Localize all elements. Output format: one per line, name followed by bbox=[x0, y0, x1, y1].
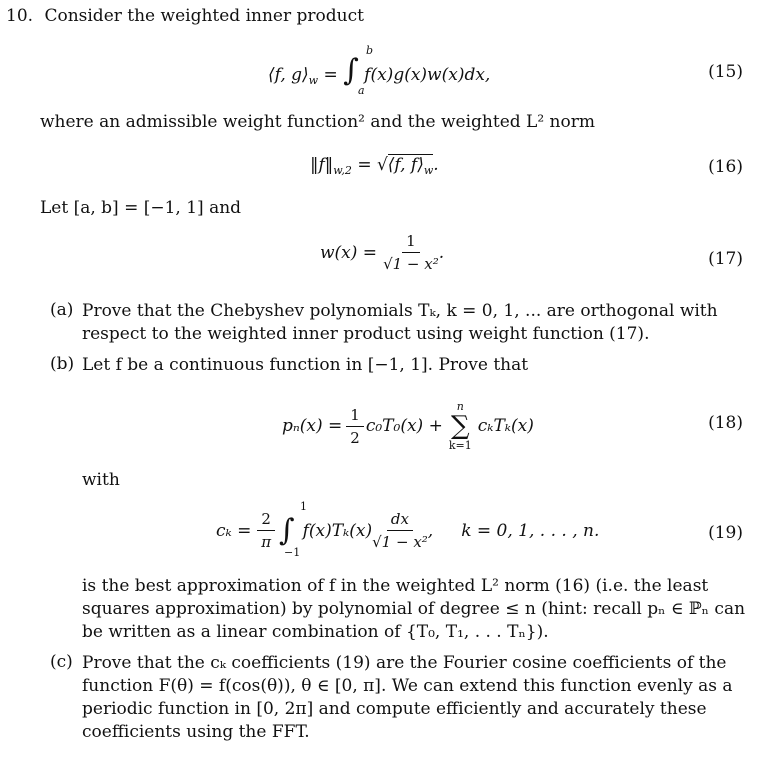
part-a-label: (a) bbox=[50, 300, 74, 320]
integral-sign: ∫ bbox=[278, 512, 295, 548]
problem-intro: Consider the weighted inner product bbox=[44, 6, 364, 26]
eq18-term0: c₀T₀(x) + bbox=[365, 416, 443, 436]
eq16-rhs: ⟨f, f⟩ bbox=[387, 155, 424, 175]
eq18-half bbox=[346, 406, 364, 447]
eq18-half-num: 1 bbox=[346, 406, 364, 427]
weight-norm-text: where an admissible weight function² and the weighted L² norm bbox=[40, 112, 595, 132]
eq15-lhs: ⟨f, g⟩ bbox=[268, 65, 309, 85]
eq17-numerator: 1 bbox=[402, 232, 420, 253]
let-interval-text: Let [a, b] = [−1, 1] and bbox=[40, 198, 242, 218]
eq18-termk: cₖTₖ(x) bbox=[477, 416, 534, 436]
eq15-lhs-sub: w bbox=[308, 74, 319, 87]
with-text: with bbox=[82, 470, 120, 490]
part-c-text: Prove that the cₖ coefficients (19) are the Fourier cosine coefficients of the function F(θ) = f(cos(θ)), θ ∈ [0, π]. We can extend this function evenly as a periodic function in [0, 2π] and compute efficiently and accurately these coefficients using the FFT. bbox=[82, 653, 733, 742]
eq18-sum bbox=[449, 400, 472, 452]
eq18-sum-lower: k=1 bbox=[448, 439, 472, 452]
equation-18 bbox=[282, 400, 534, 452]
problem-number: 10. bbox=[6, 6, 34, 26]
part-b-text: Let f be a continuous function in [−1, 1]. Prove that bbox=[82, 355, 529, 375]
eq16-rhs-sub: w bbox=[423, 164, 434, 177]
integral-sign: ∫ bbox=[343, 53, 359, 88]
eq19-coefficient bbox=[257, 510, 275, 551]
eq16-radicand bbox=[388, 154, 433, 175]
eq15-upper-limit: b bbox=[366, 44, 374, 57]
equation-15 bbox=[268, 53, 491, 88]
eq16-tag: (16) bbox=[708, 157, 743, 177]
sigma-icon: ∑ bbox=[450, 411, 470, 441]
eq16-lhs-sub: w,2 bbox=[333, 164, 352, 177]
eq19-tag: (19) bbox=[708, 523, 743, 543]
equation-16: $‖f‖_{w,2}$ = √⟨f, $f⟩_w$. bbox=[310, 155, 439, 177]
part-b-conclusion: is the best approximation of f in the weighted L² norm (16) (i.e. the least squares approximation) by polynomial of degree ≤ n (hint: recall pₙ ∈ ℙₙ can be written as a linear combination of {T₀, T₁, . . . Tₙ}). bbox=[82, 576, 746, 642]
eq17-tag: (17) bbox=[708, 249, 743, 269]
eq19-upper-limit: 1 bbox=[300, 500, 307, 513]
eq19-lower-limit: −1 bbox=[284, 546, 301, 559]
eq19-dx-den: √1 − x² bbox=[372, 533, 428, 551]
eq18-tag: (18) bbox=[708, 413, 743, 433]
eq19-comma: , bbox=[427, 520, 434, 541]
eq15-tag: (15) bbox=[708, 62, 743, 82]
eq18-sum-upper: n bbox=[456, 400, 464, 413]
eq19-dx-num: dx bbox=[387, 510, 413, 531]
eq17-fraction bbox=[383, 232, 439, 273]
eq16-lhs: ‖f‖ bbox=[310, 155, 334, 175]
eq15-integrand: f(x)g(x)w(x)dx, bbox=[364, 65, 491, 85]
eq17-lhs: w(x) = bbox=[320, 242, 378, 263]
eq17-denominator: √1 − x² bbox=[383, 255, 439, 273]
eq17-period: . bbox=[438, 242, 445, 263]
eq18-lhs: pₙ(x) = bbox=[282, 416, 343, 436]
eq19-dx-fraction bbox=[372, 510, 428, 551]
eq18-half-den: 2 bbox=[350, 428, 360, 447]
part-a-text: Prove that the Chebyshev polynomials Tₖ, k = 0, 1, ... are orthogonal with respect to the weighted inner product using weight function (17). bbox=[82, 301, 718, 344]
eq15-equals: = bbox=[323, 65, 344, 85]
part-b-label: (b) bbox=[50, 354, 75, 374]
problem-heading bbox=[6, 6, 364, 26]
eq19-lhs: cₖ = bbox=[216, 520, 252, 541]
equation-19 bbox=[216, 510, 599, 551]
part-c-label: (c) bbox=[50, 652, 73, 672]
eq19-integrand: f(x)Tₖ(x) bbox=[302, 520, 373, 541]
eq15-lower-limit: a bbox=[358, 84, 365, 97]
eq16-equals: = √ bbox=[357, 155, 388, 175]
equation-17 bbox=[320, 232, 444, 273]
eq19-coef-den: π bbox=[261, 533, 272, 551]
eq19-range: k = 0, 1, . . . , n. bbox=[461, 520, 600, 541]
eq19-coef-num: 2 bbox=[257, 510, 275, 531]
